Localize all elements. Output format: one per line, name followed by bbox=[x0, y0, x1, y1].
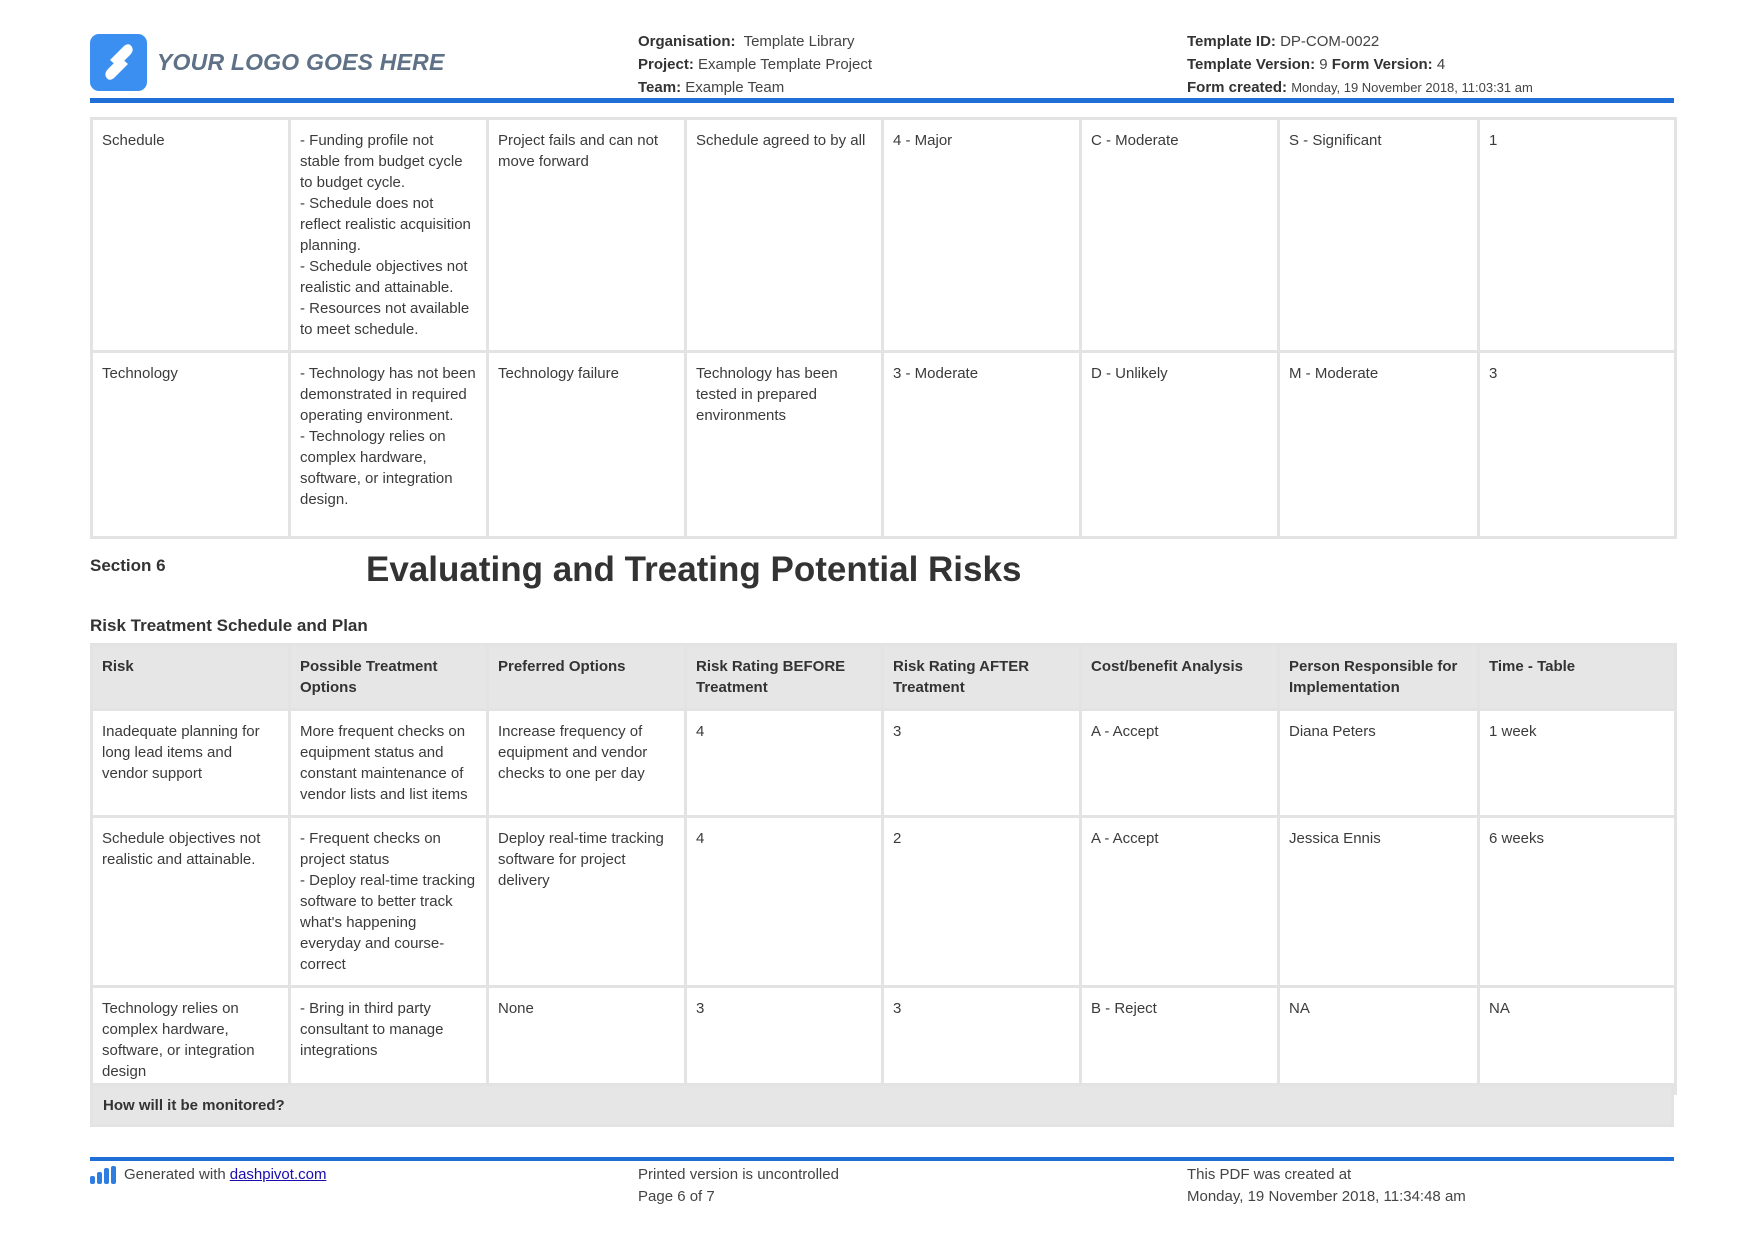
organisation-value: Template Library bbox=[743, 33, 855, 50]
table-cell: M - Moderate bbox=[1280, 353, 1477, 536]
printed-notice: Printed version is uncontrolled bbox=[638, 1166, 839, 1183]
column-header: Possible Treatment Options bbox=[291, 646, 486, 708]
table-cell: Schedule objectives not realistic and attainable. bbox=[93, 818, 288, 985]
column-header: Risk bbox=[93, 646, 288, 708]
dashpivot-link[interactable]: dashpivot.com bbox=[229, 1166, 327, 1183]
risk-register-table bbox=[90, 117, 1677, 539]
table-cell: Project fails and can not move forward bbox=[489, 120, 684, 350]
form-created-label: Form created: bbox=[1187, 79, 1288, 96]
table-cell: A - Accept bbox=[1082, 818, 1277, 985]
print-info bbox=[638, 1164, 839, 1208]
column-header: Risk Rating AFTER Treatment bbox=[884, 646, 1079, 708]
table-cell: A - Accept bbox=[1082, 711, 1277, 815]
table-cell: - Funding profile not stable from budget cycle to budget cycle. - Schedule does not reflect realistic acquisition planning. - Schedule objectives not realistic and attainable. - Resources not available to meet schedule. bbox=[291, 120, 486, 350]
template-meta bbox=[1187, 30, 1533, 99]
table-cell: NA bbox=[1480, 988, 1674, 1092]
table-cell: Technology relies on complex hardware, software, or integration design bbox=[93, 988, 288, 1092]
company-logo bbox=[90, 32, 450, 92]
table-cell: Increase frequency of equipment and vendor checks to one per day bbox=[489, 711, 684, 815]
table-cell: 6 weeks bbox=[1480, 818, 1674, 985]
table-cell: Deploy real-time tracking software for project delivery bbox=[489, 818, 684, 985]
logo-icon bbox=[90, 34, 147, 91]
table-cell: Technology has been tested in prepared environments bbox=[687, 353, 881, 536]
footer-divider bbox=[90, 1157, 1674, 1161]
table-cell: Technology bbox=[93, 353, 288, 536]
logo-text: YOUR LOGO GOES HERE bbox=[157, 48, 445, 75]
team-value: Example Team bbox=[685, 79, 785, 96]
table-cell: - Frequent checks on project status - Deploy real-time tracking software to better track what's happening everyday and course-correct bbox=[291, 818, 486, 985]
table-cell: 1 week bbox=[1480, 711, 1674, 815]
form-version-label: Form Version: bbox=[1331, 56, 1433, 73]
table-row bbox=[93, 353, 1674, 536]
table-cell: 3 bbox=[687, 988, 881, 1092]
table-cell: More frequent checks on equipment status and constant maintenance of vendor lists and list items bbox=[291, 711, 486, 815]
subsection-title: Risk Treatment Schedule and Plan bbox=[90, 616, 368, 635]
table-cell: S - Significant bbox=[1280, 120, 1477, 350]
dashpivot-logo-icon bbox=[90, 1166, 116, 1184]
table-cell: 4 bbox=[687, 818, 881, 985]
organisation-label: Organisation: bbox=[638, 33, 736, 50]
pdf-created-value: Monday, 19 November 2018, 11:34:48 am bbox=[1187, 1188, 1466, 1205]
generated-with bbox=[90, 1164, 326, 1186]
table-cell: D - Unlikely bbox=[1082, 353, 1277, 536]
header-divider bbox=[90, 98, 1674, 103]
table-cell: Schedule agreed to by all bbox=[687, 120, 881, 350]
table-cell: - Bring in third party consultant to manage integrations bbox=[291, 988, 486, 1092]
table-cell: C - Moderate bbox=[1082, 120, 1277, 350]
table-cell: NA bbox=[1280, 988, 1477, 1092]
project-value: Example Template Project bbox=[698, 56, 873, 73]
section-label: Section 6 bbox=[90, 556, 166, 575]
column-header: Cost/benefit Analysis bbox=[1082, 646, 1277, 708]
table-row bbox=[93, 818, 1674, 985]
table-cell: 1 bbox=[1480, 120, 1674, 350]
table-cell: 4 - Major bbox=[884, 120, 1079, 350]
table-cell: Inadequate planning for long lead items and vendor support bbox=[93, 711, 288, 815]
table-cell: Technology failure bbox=[489, 353, 684, 536]
project-meta bbox=[638, 30, 872, 99]
table-cell: 4 bbox=[687, 711, 881, 815]
template-version-label: Template Version: bbox=[1187, 56, 1316, 73]
form-version-value: 4 bbox=[1436, 56, 1446, 73]
generated-with-text: Generated with bbox=[124, 1166, 226, 1183]
template-id-label: Template ID: bbox=[1187, 33, 1276, 50]
document-page bbox=[90, 0, 1674, 1240]
table-row bbox=[93, 711, 1674, 815]
column-header: Risk Rating BEFORE Treatment bbox=[687, 646, 881, 708]
table-cell: Schedule bbox=[93, 120, 288, 350]
table-cell: 3 bbox=[884, 988, 1079, 1092]
table-cell: 2 bbox=[884, 818, 1079, 985]
table-cell: None bbox=[489, 988, 684, 1092]
page-number: Page 6 of 7 bbox=[638, 1188, 715, 1205]
table-cell: 3 bbox=[1480, 353, 1674, 536]
table-row bbox=[93, 988, 1674, 1092]
form-created-value: Monday, 19 November 2018, 11:03:31 am bbox=[1291, 80, 1533, 95]
table-cell: - Technology has not been demonstrated in required operating environment. - Technology relies on complex hardware, software, or integration design. bbox=[291, 353, 486, 536]
monitoring-row bbox=[90, 1083, 1674, 1127]
template-id-value: DP-COM-0022 bbox=[1280, 33, 1380, 50]
column-header: Time - Table bbox=[1480, 646, 1674, 708]
section-title: Evaluating and Treating Potential Risks bbox=[366, 550, 1022, 589]
monitoring-label: How will it be monitored? bbox=[103, 1097, 285, 1114]
pdf-created-info bbox=[1187, 1164, 1466, 1208]
table-cell: B - Reject bbox=[1082, 988, 1277, 1092]
table-cell: 3 - Moderate bbox=[884, 353, 1079, 536]
risk-treatment-table bbox=[90, 643, 1677, 1095]
table-header-row bbox=[93, 646, 1674, 708]
pdf-created-label: This PDF was created at bbox=[1187, 1166, 1352, 1183]
project-label: Project: bbox=[638, 56, 694, 73]
table-row bbox=[93, 120, 1674, 350]
table-cell: Jessica Ennis bbox=[1280, 818, 1477, 985]
template-version-value: 9 bbox=[1319, 56, 1328, 73]
page-header bbox=[90, 28, 1674, 100]
table-cell: 3 bbox=[884, 711, 1079, 815]
team-label: Team: bbox=[638, 79, 682, 96]
column-header: Person Responsible for Implementation bbox=[1280, 646, 1477, 708]
column-header: Preferred Options bbox=[489, 646, 684, 708]
table-cell: Diana Peters bbox=[1280, 711, 1477, 815]
